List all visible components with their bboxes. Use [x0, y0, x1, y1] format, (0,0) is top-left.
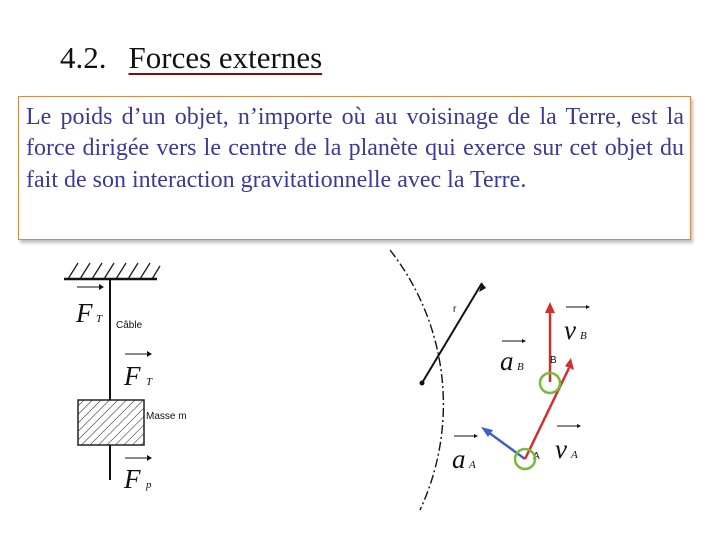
accel-a-label: a: [452, 444, 466, 474]
accel-b-sub: B: [517, 361, 524, 373]
point-a-label: A: [533, 451, 540, 462]
accel-b-label: a: [500, 346, 514, 376]
velocity-a-sub: A: [571, 449, 578, 461]
title-number: 4.2.: [60, 40, 107, 75]
point-b-label: B: [550, 355, 557, 366]
force-bottom-label: F: [124, 464, 141, 494]
title-text: Forces externes: [128, 40, 323, 75]
right-diagram: [390, 250, 590, 510]
mass-block: [78, 400, 144, 445]
force-top-sub: T: [96, 313, 103, 325]
mass-label: Masse m: [146, 411, 187, 422]
force-mid-label: F: [124, 361, 141, 391]
circular-path: [390, 250, 443, 510]
accel-a-sub: A: [469, 459, 476, 471]
ceiling: [64, 263, 160, 279]
radius-line: [422, 283, 482, 383]
radius-label: r: [453, 304, 457, 315]
velocity-b-label: v: [564, 315, 576, 345]
definition-text: Le poids d’un objet, n’importe où au voisinage de la Terre, est la force dirigée vers le centre de la planète qui exerce sur cet objet du fait de son interaction gravitationnelle avec la Terre.: [26, 104, 684, 193]
force-mid-sub: T: [146, 376, 153, 388]
force-top-label: F: [76, 298, 93, 328]
velocity-a-label: v: [555, 434, 567, 464]
accel-a-arrow: [488, 432, 525, 459]
velocity-b-sub: B: [580, 330, 587, 342]
cable-label: Câble: [116, 320, 143, 331]
force-bottom-sub: p: [146, 479, 152, 491]
left-diagram: [64, 263, 187, 494]
